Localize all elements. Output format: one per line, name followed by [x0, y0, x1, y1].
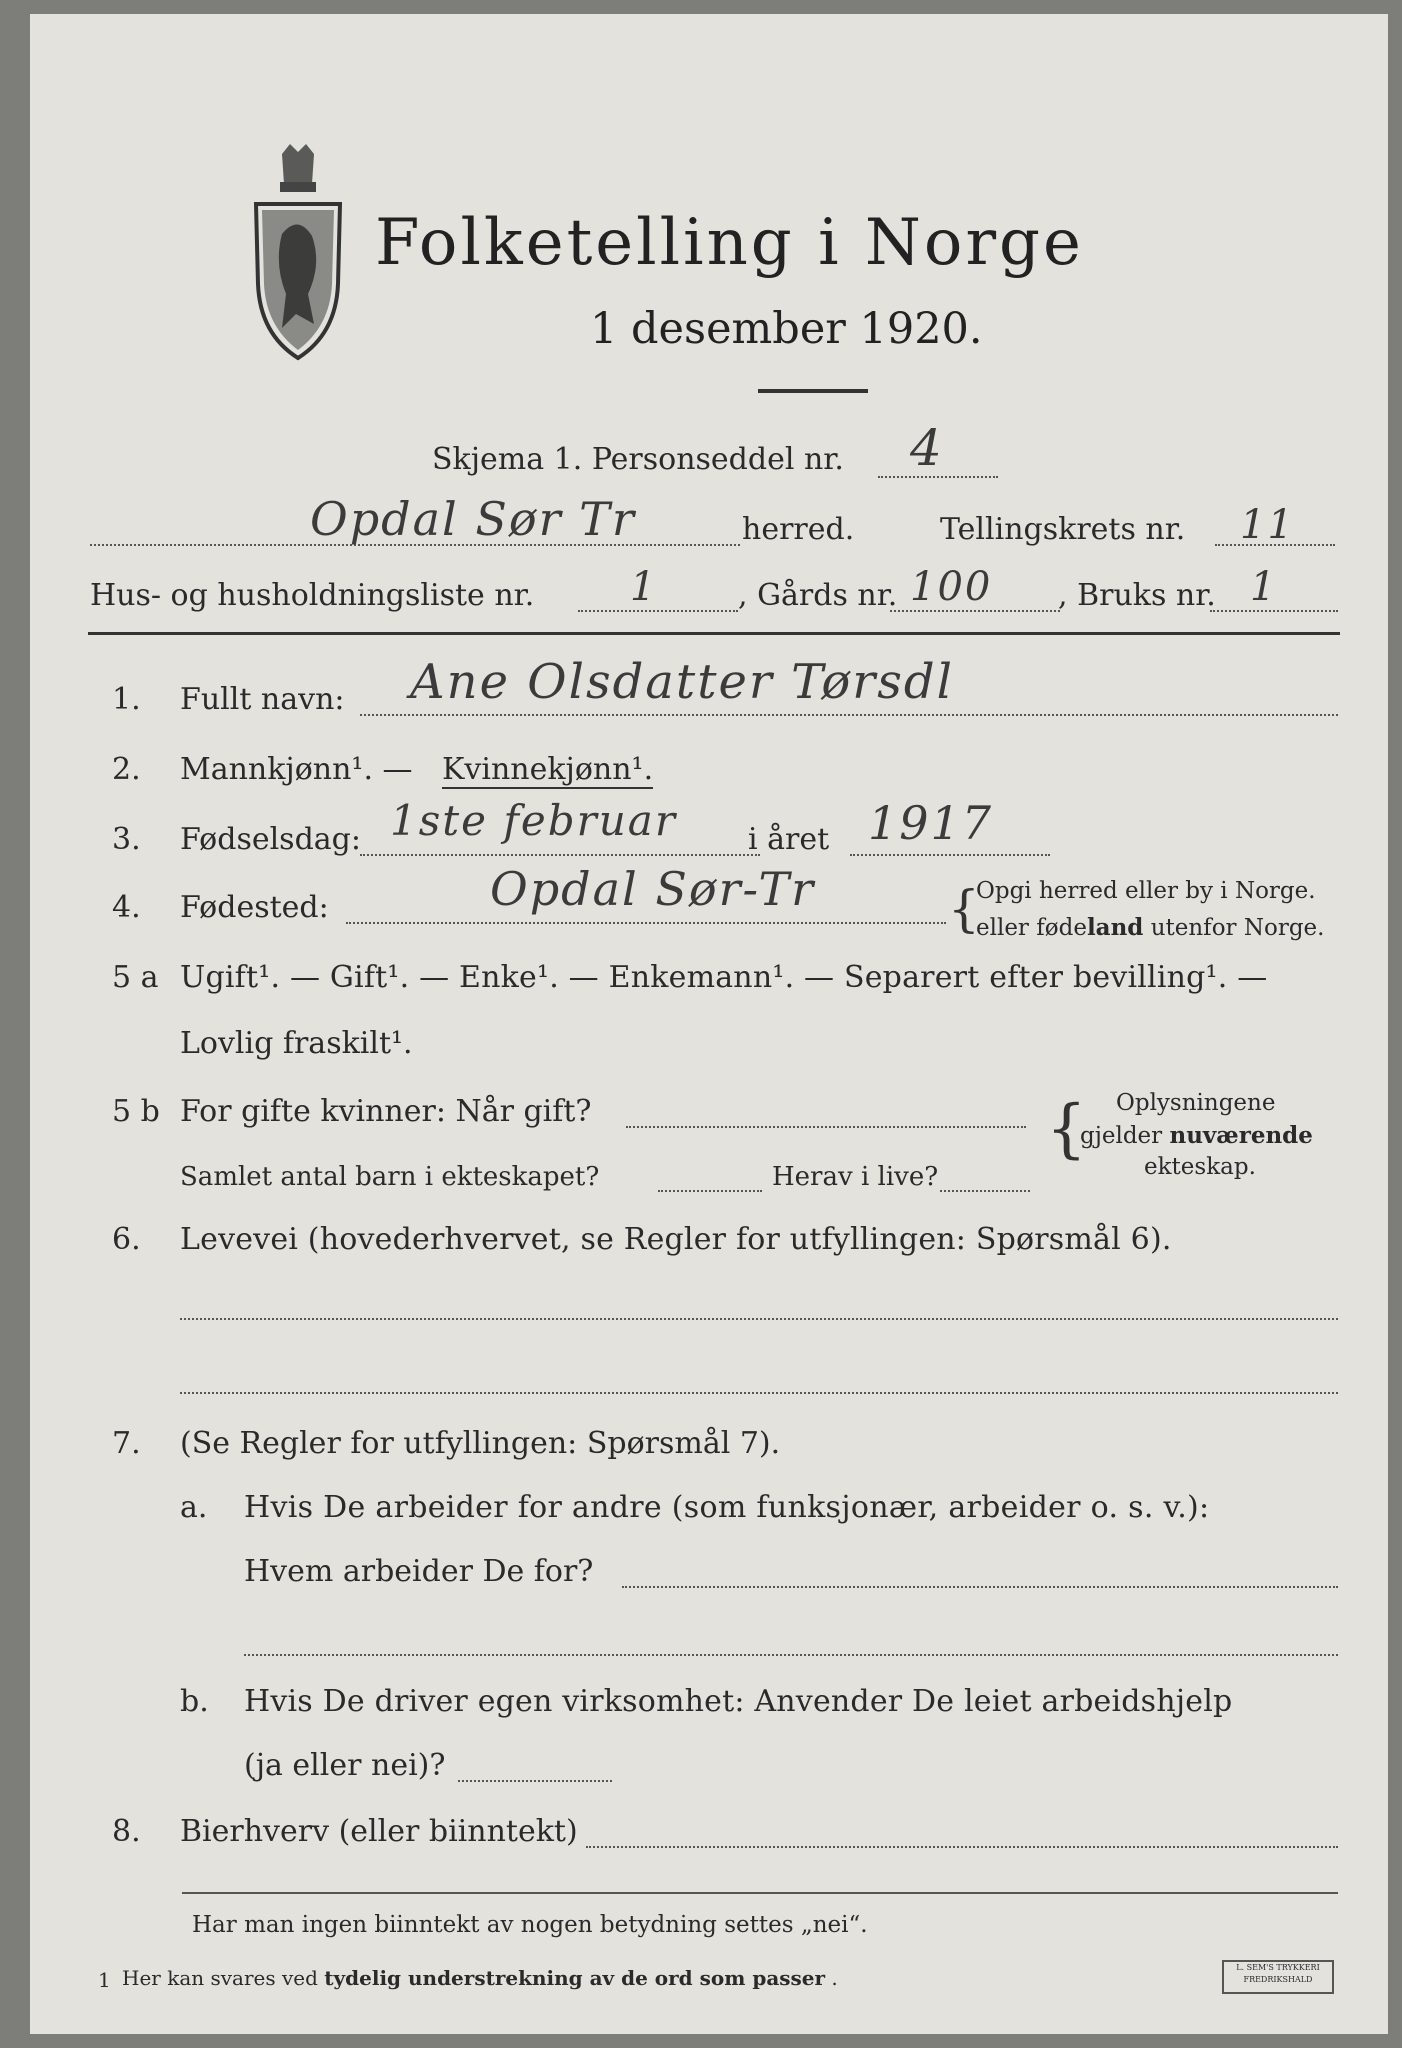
- q3-number: 3.: [112, 822, 141, 857]
- q4-dotline: [346, 922, 946, 924]
- q1-number: 1.: [112, 682, 141, 717]
- title-divider: [758, 389, 868, 393]
- q5b-live-label: Herav i live?: [772, 1162, 939, 1192]
- q2-number: 2.: [112, 752, 141, 787]
- q2-kvinne-label-underlined: Kvinnekjønn¹.: [442, 752, 654, 787]
- printer-line2: FREDRIKSHALD: [1243, 1975, 1313, 1984]
- q5b-live-dotline: [940, 1190, 1030, 1192]
- q5b-number: 5 b: [112, 1094, 160, 1129]
- hus-dotline: [578, 610, 738, 612]
- gards-dotline: [890, 610, 1060, 612]
- herred-handwritten: Opdal Sør Tr: [310, 492, 636, 546]
- q3-year-handwritten: 1917: [868, 796, 994, 850]
- q7b-text: Hvis De driver egen virksomhet: Anvender De leiet arbeidshjelp: [244, 1684, 1233, 1719]
- printer-line1: L. SEM'S TRYKKERI: [1236, 1963, 1320, 1972]
- q1-label: Fullt navn:: [180, 682, 345, 717]
- q2-mann-label: Mannkjønn¹. —: [180, 752, 413, 787]
- tellingskrets-label: Tellingskrets nr.: [940, 512, 1186, 547]
- q7b-dotline: [458, 1780, 612, 1782]
- q6-dotline-1: [180, 1318, 1338, 1320]
- q6-label: Levevei (hovederhvervet, se Regler for utfyllingen: Spørsmål 6).: [180, 1222, 1172, 1257]
- q7b-question: (ja eller nei)?: [244, 1748, 446, 1783]
- q8-dotline: [586, 1846, 1338, 1848]
- q8-number: 8.: [112, 1814, 141, 1849]
- footer-divider: [182, 1892, 1338, 1894]
- footnote-text: Her kan svares ved tydelig understrekning av de ord som passer .: [122, 1966, 838, 1990]
- footer-note: Har man ingen biinntekt av nogen betydning settes „nei“.: [192, 1912, 868, 1938]
- footnote-mark: 1: [98, 1968, 111, 1992]
- q7-number: 7.: [112, 1426, 141, 1461]
- hus-nr-handwritten: 1: [630, 564, 658, 610]
- q7a-letter: a.: [180, 1490, 208, 1525]
- q1-name-handwritten: Ane Olsdatter Tørsdl: [410, 654, 954, 710]
- q3-label: Fødselsdag:: [180, 822, 361, 857]
- q7-label: (Se Regler for utfyllingen: Spørsmål 7).: [180, 1426, 781, 1461]
- q7b-letter: b.: [180, 1684, 209, 1719]
- q7a-dotline-2: [244, 1654, 1338, 1656]
- q5a-number: 5 a: [112, 960, 159, 995]
- q5b-barn-dotline: [658, 1190, 762, 1192]
- form-title: Folketelling i Norge: [375, 206, 1084, 280]
- hus-label: Hus- og husholdningsliste nr.: [90, 578, 535, 613]
- census-date: 1 desember 1920.: [590, 304, 983, 354]
- q4-note-line1: Opgi herred eller by i Norge.: [976, 878, 1316, 904]
- q5b-note-line1: Oplysningene: [1116, 1090, 1276, 1116]
- herred-label: herred.: [742, 512, 855, 547]
- q4-label: Fødested:: [180, 890, 329, 925]
- census-form-page: [30, 14, 1388, 2034]
- q5a-line1: Ugift¹. — Gift¹. — Enke¹. — Enkemann¹. — Separert efter bevilling¹. —: [180, 960, 1268, 995]
- tellingskrets-handwritten: 11: [1240, 502, 1295, 548]
- q5b-brace: {: [1046, 1092, 1087, 1166]
- skjema-label: Skjema 1. Personseddel nr.: [432, 442, 844, 477]
- q7a-text: Hvis De arbeider for andre (som funksjonær, arbeider o. s. v.):: [244, 1490, 1210, 1525]
- q4-number: 4.: [112, 890, 141, 925]
- q5b-note-line3: ekteskap.: [1144, 1154, 1256, 1180]
- q1-dotline: [360, 714, 1338, 716]
- bruks-label: , Bruks nr.: [1058, 578, 1216, 613]
- q7a-dotline-1: [622, 1586, 1338, 1588]
- q7a-question: Hvem arbeider De for?: [244, 1554, 594, 1589]
- q5a-line2: Lovlig fraskilt¹.: [180, 1026, 413, 1061]
- q5b-when-dotline: [626, 1126, 1026, 1128]
- q6-dotline-2: [180, 1392, 1338, 1394]
- q4-note-line2: eller fødeland utenfor Norge.: [976, 914, 1325, 941]
- printer-stamp: [1222, 1960, 1334, 1994]
- q5b-note-line2: gjelder nuværende: [1080, 1122, 1313, 1149]
- q3-year-dotline: [850, 854, 1050, 856]
- q3-date-handwritten: 1ste februar: [390, 796, 677, 845]
- q6-number: 6.: [112, 1222, 141, 1257]
- q3-aaret-label: i året: [748, 822, 830, 857]
- header-divider: [88, 632, 1340, 635]
- skjema-nr-handwritten: 4: [910, 419, 944, 477]
- q4-brace: {: [948, 880, 980, 938]
- bruks-nr-handwritten: 1: [1250, 564, 1278, 610]
- bruks-dotline: [1210, 610, 1338, 612]
- gards-nr-handwritten: 100: [910, 564, 993, 610]
- q8-label: Bierhverv (eller biinntekt): [180, 1814, 578, 1849]
- q3-date-dotline: [360, 854, 760, 856]
- q5b-barn-label: Samlet antal barn i ekteskapet?: [180, 1162, 600, 1192]
- q5b-label: For gifte kvinner: Når gift?: [180, 1094, 592, 1129]
- gards-label: , Gårds nr.: [738, 578, 898, 613]
- q4-place-handwritten: Opdal Sør-Tr: [490, 862, 816, 916]
- coat-of-arms-icon: [252, 144, 344, 362]
